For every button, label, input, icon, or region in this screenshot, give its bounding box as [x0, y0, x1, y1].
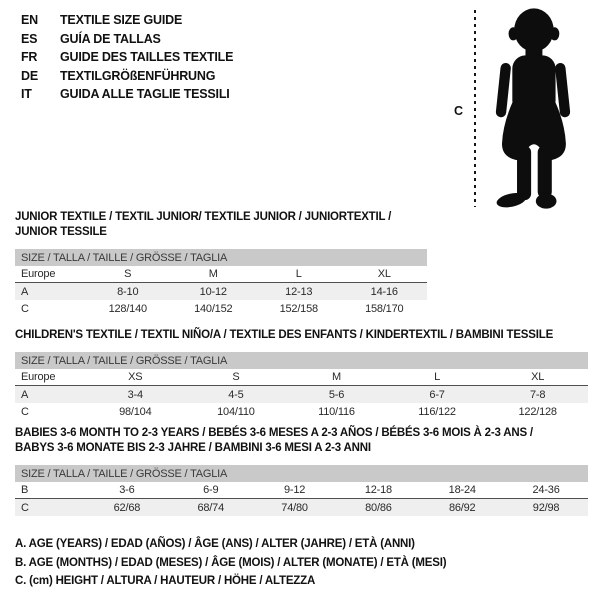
size-cell: S [232, 371, 240, 383]
shorts [502, 101, 566, 161]
row-label: C [21, 302, 29, 315]
size-cell: M [208, 268, 218, 280]
height-measure-dotted-line [474, 10, 476, 207]
size-cell: L [295, 268, 302, 280]
size-cell: 152/158 [279, 302, 318, 315]
size-cell: 128/140 [108, 302, 147, 315]
size-cell: 12-18 [364, 484, 392, 496]
leg-right [538, 146, 552, 199]
size-cell: 6-9 [203, 484, 219, 496]
head [514, 8, 553, 51]
size-cell: 62/68 [113, 501, 141, 514]
language-title: TEXTILGRÖßENFÜHRUNG [60, 68, 216, 83]
size-cell: 80/86 [365, 501, 392, 514]
row-label: Europe [21, 268, 56, 280]
foot-right [536, 194, 557, 209]
language-code: DE [21, 68, 38, 83]
row-label: B [21, 484, 29, 496]
size-cell: 8-10 [117, 285, 139, 298]
size-cell: XS [128, 371, 143, 383]
size-cell: 86/92 [448, 501, 476, 514]
note-b: B. AGE (MONTHS) / EDAD (MESES) / ÂGE (MOIS) / ALTER (MONATE) / ETÀ (MESI) [15, 556, 447, 569]
table-row-a [15, 283, 427, 300]
section-childrens-textile [15, 328, 588, 420]
size-cell: XL [531, 371, 545, 383]
size-cell: S [124, 268, 132, 280]
table-row-europe [15, 266, 427, 283]
note-c: C. (cm) HEIGHT / ALTURA / HAUTEUR / HÖHE / ALTEZZA [15, 575, 316, 587]
size-cell: 14-16 [370, 285, 398, 298]
size-header-band: SIZE / TALLA / TAILLE / GRÖSSE / TAGLIA [15, 249, 427, 266]
language-row-fr [21, 48, 233, 67]
language-title: GUIDE DES TAILLES TEXTILE [60, 50, 234, 64]
size-cell: 7-8 [530, 388, 546, 401]
section-title: JUNIOR TEXTILE / TEXTIL JUNIOR/ TEXTILE JUNIOR / JUNIORTEXTIL / JUNIOR TESSILE [15, 211, 392, 238]
row-label: A [21, 285, 29, 298]
size-cell: 18-24 [448, 484, 476, 496]
section-title: CHILDREN'S TEXTILE / TEXTIL NIÑO/A / TEXTILE DES ENFANTS / KINDERTEXTIL / BAMBINI TESSILE [15, 329, 554, 341]
size-cell: XL [377, 268, 391, 280]
section-title: BABIES 3-6 MONTH TO 2-3 YEARS / BEBÉS 3-6 MESES A 2-3 AÑOS / BÉBÉS 3-6 MOIS À 2-3 ANS / BABYS 3-6 MONATE BIS 2-3 JAHRE / BAMBINI 3-6 MESI A 2-3 ANNI [15, 427, 533, 454]
language-code: ES [21, 31, 38, 46]
size-cell: 74/80 [281, 501, 308, 514]
size-cell: 5-6 [328, 388, 345, 401]
table-row-europe [15, 369, 588, 386]
language-code: IT [21, 87, 32, 101]
leg-left [517, 146, 531, 201]
size-cell: 116/122 [418, 405, 456, 418]
language-row-it [21, 85, 233, 104]
size-cell: L [434, 371, 441, 383]
row-label: C [21, 501, 29, 514]
section-babies-textile [15, 426, 588, 516]
language-title: GUIDA ALLE TAGLIE TESSILI [60, 87, 230, 101]
size-cell: 104/110 [217, 405, 255, 418]
size-header-band: SIZE / TALLA / TAILLE / GRÖSSE / TAGLIA [15, 352, 588, 369]
arm-left [495, 62, 511, 117]
language-header [21, 11, 233, 104]
language-row-en [21, 11, 233, 30]
size-cell: 92/98 [532, 501, 560, 514]
size-cell: 68/74 [197, 501, 224, 514]
size-cell: 122/128 [518, 405, 557, 418]
toddler-silhouette-image [486, 6, 580, 212]
size-cell: 3-4 [127, 388, 143, 401]
language-title: TEXTILE SIZE GUIDE [60, 13, 183, 27]
size-cell: 110/116 [318, 405, 355, 418]
legend-notes [15, 535, 446, 591]
table-row-c [15, 403, 588, 420]
size-cell: 158/170 [365, 302, 404, 315]
size-cell: 3-6 [119, 484, 135, 496]
size-cell: 6-7 [429, 388, 445, 401]
size-cell: 98/104 [119, 405, 152, 418]
size-cell: 4-5 [228, 388, 244, 401]
size-cell: 9-12 [283, 484, 306, 496]
language-code: FR [21, 50, 38, 64]
language-code: EN [21, 13, 38, 27]
language-title: GUÍA DE TALLAS [60, 31, 161, 46]
measure-label-c: C [454, 104, 464, 118]
size-cell: 24-36 [532, 484, 560, 496]
section-junior-textile [15, 210, 427, 317]
table-row-b [15, 482, 588, 499]
size-header-band: SIZE / TALLA / TAILLE / GRÖSSE / TAGLIA [15, 465, 588, 482]
table-row-a [15, 386, 588, 403]
size-cell: 10-12 [199, 285, 227, 298]
language-row-de [21, 67, 233, 86]
size-cell: 140/152 [194, 302, 233, 315]
note-a: A. AGE (YEARS) / EDAD (AÑOS) / ÂGE (ANS) / ALTER (JAHRE) / ETÀ (ANNI) [15, 538, 415, 550]
table-row-c [15, 499, 588, 516]
size-cell: M [332, 371, 341, 383]
size-cell: 12-13 [285, 285, 313, 298]
row-label: Europe [21, 371, 56, 383]
table-row-c [15, 300, 427, 317]
row-label: A [21, 388, 29, 401]
language-row-es [21, 30, 233, 49]
row-label: C [21, 405, 29, 418]
